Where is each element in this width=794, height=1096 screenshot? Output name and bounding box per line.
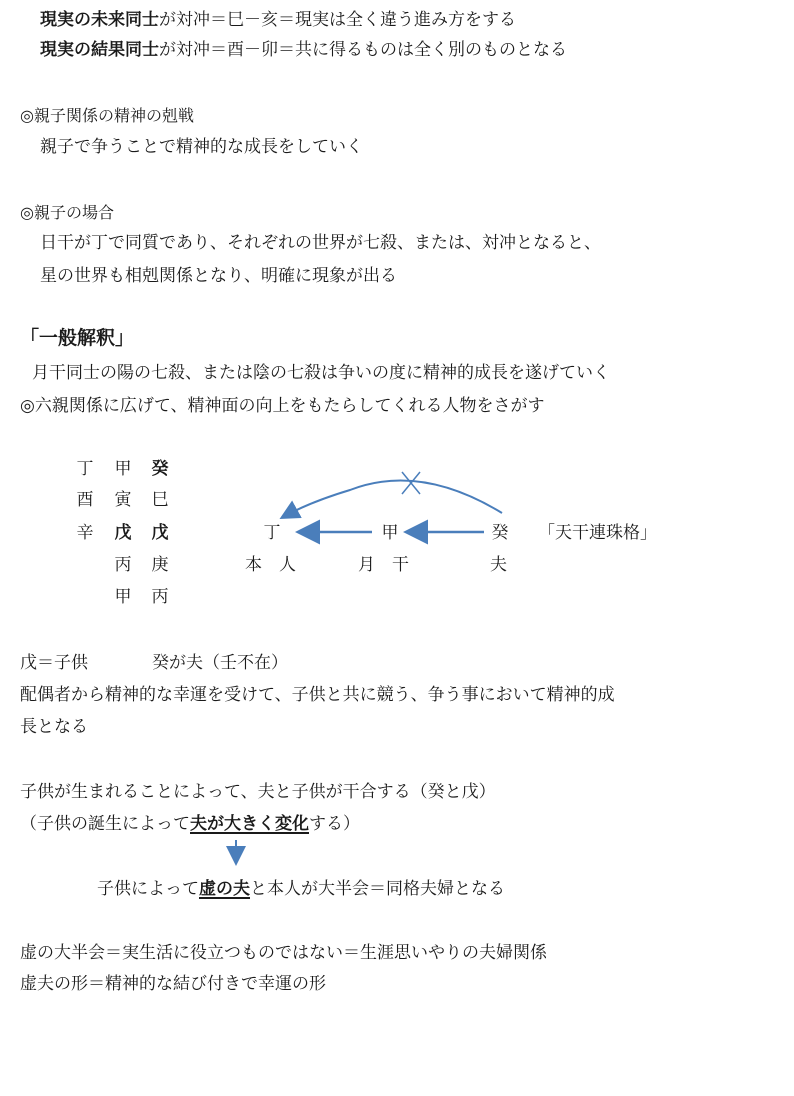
intro-line-2-emphasis: 現実の結果同士: [40, 40, 159, 60]
parent-heading: ◎親子の場合: [20, 203, 114, 222]
general-line-1: 月干同士の陽の七殺、または陰の七殺は争いの度に精神的成長を遂げていく: [32, 363, 610, 383]
conflict-body: 親子で争うことで精神的な成長をしていく: [40, 137, 363, 157]
parent-body-2: 星の世界も相剋関係となり、明確に現象が出る: [40, 266, 397, 286]
child-line-3-emphasis: 虚の夫: [199, 879, 250, 899]
note-child: 戊＝子供: [20, 653, 88, 673]
pattern-label: 「天干連珠格」: [538, 523, 657, 543]
arc-arrow: [283, 481, 502, 517]
intro-line-2-text: が対冲＝酉－卯＝共に得るものは全く別のものとなる: [159, 40, 567, 60]
chart-col2-cell: 甲: [114, 587, 132, 607]
chart-col3-cell: 巳: [151, 490, 169, 510]
chart-col1-cell: 辛: [76, 523, 94, 543]
chart-col2-cell: 寅: [114, 490, 132, 510]
parent-body-1: 日干が丁で同質であり、それぞれの世界が七殺、または、対冲となると、: [40, 233, 601, 253]
chart-col1-cell: 丁: [76, 459, 94, 479]
chart-col3-cell: 癸: [151, 459, 169, 479]
intro-line-1-emphasis: 現実の未来同士: [40, 10, 159, 30]
child-line-3-post: と本人が大半会＝同格夫婦となる: [250, 879, 505, 899]
flow-label-a: 本 人: [245, 555, 296, 575]
note-husband: 癸が夫（壬不在）: [152, 653, 288, 673]
child-line-3: [97, 877, 505, 901]
child-line-2: [20, 812, 360, 836]
note-line-2: 配偶者から精神的な幸運を受けて、子供と共に競う、争う事において精神的成: [20, 685, 615, 705]
conflict-heading: ◎親子関係の精神の剋戦: [20, 106, 194, 125]
flow-label-b: 月 干: [358, 555, 409, 575]
cross-mark: [402, 472, 420, 494]
child-line-2-pre: （子供の誕生によって: [20, 814, 190, 834]
conclusion-line-2: 虚夫の形＝精神的な結び付きで幸運の形: [20, 974, 326, 994]
chart-col3-cell: 丙: [151, 587, 169, 607]
chart-col2-cell: 丙: [114, 555, 132, 575]
child-line-2-post: する）: [309, 814, 360, 834]
chart-col2-cell: 甲: [114, 459, 132, 479]
chart-col1-cell: 酉: [76, 490, 94, 510]
chart-col3-cell: 庚: [151, 555, 169, 575]
intro-line-1-text: が対冲＝巳－亥＝現実は全く違う進み方をする: [159, 10, 516, 30]
note-line-3: 長となる: [20, 717, 88, 737]
child-line-3-pre: 子供によって: [97, 879, 199, 899]
flow-node-a: 丁: [263, 523, 281, 543]
flow-label-c: 夫: [490, 555, 507, 575]
flow-node-b: 甲: [381, 523, 399, 543]
general-line-2: ◎六親関係に広げて、精神面の向上をもたらしてくれる人物をさがす: [20, 396, 545, 416]
general-title: 「一般解釈」: [20, 327, 135, 349]
conclusion-line-1: 虚の大半会＝実生活に役立つものではない＝生涯思いやりの夫婦関係: [20, 943, 547, 963]
flow-node-c: 癸: [491, 523, 509, 543]
child-line-1: 子供が生まれることによって、夫と子供が干合する（癸と戊）: [20, 782, 496, 802]
child-line-2-emphasis: 夫が大きく変化: [190, 814, 309, 834]
chart-col3-cell: 戊: [151, 523, 169, 543]
chart-col2-cell: 戊: [114, 523, 132, 543]
